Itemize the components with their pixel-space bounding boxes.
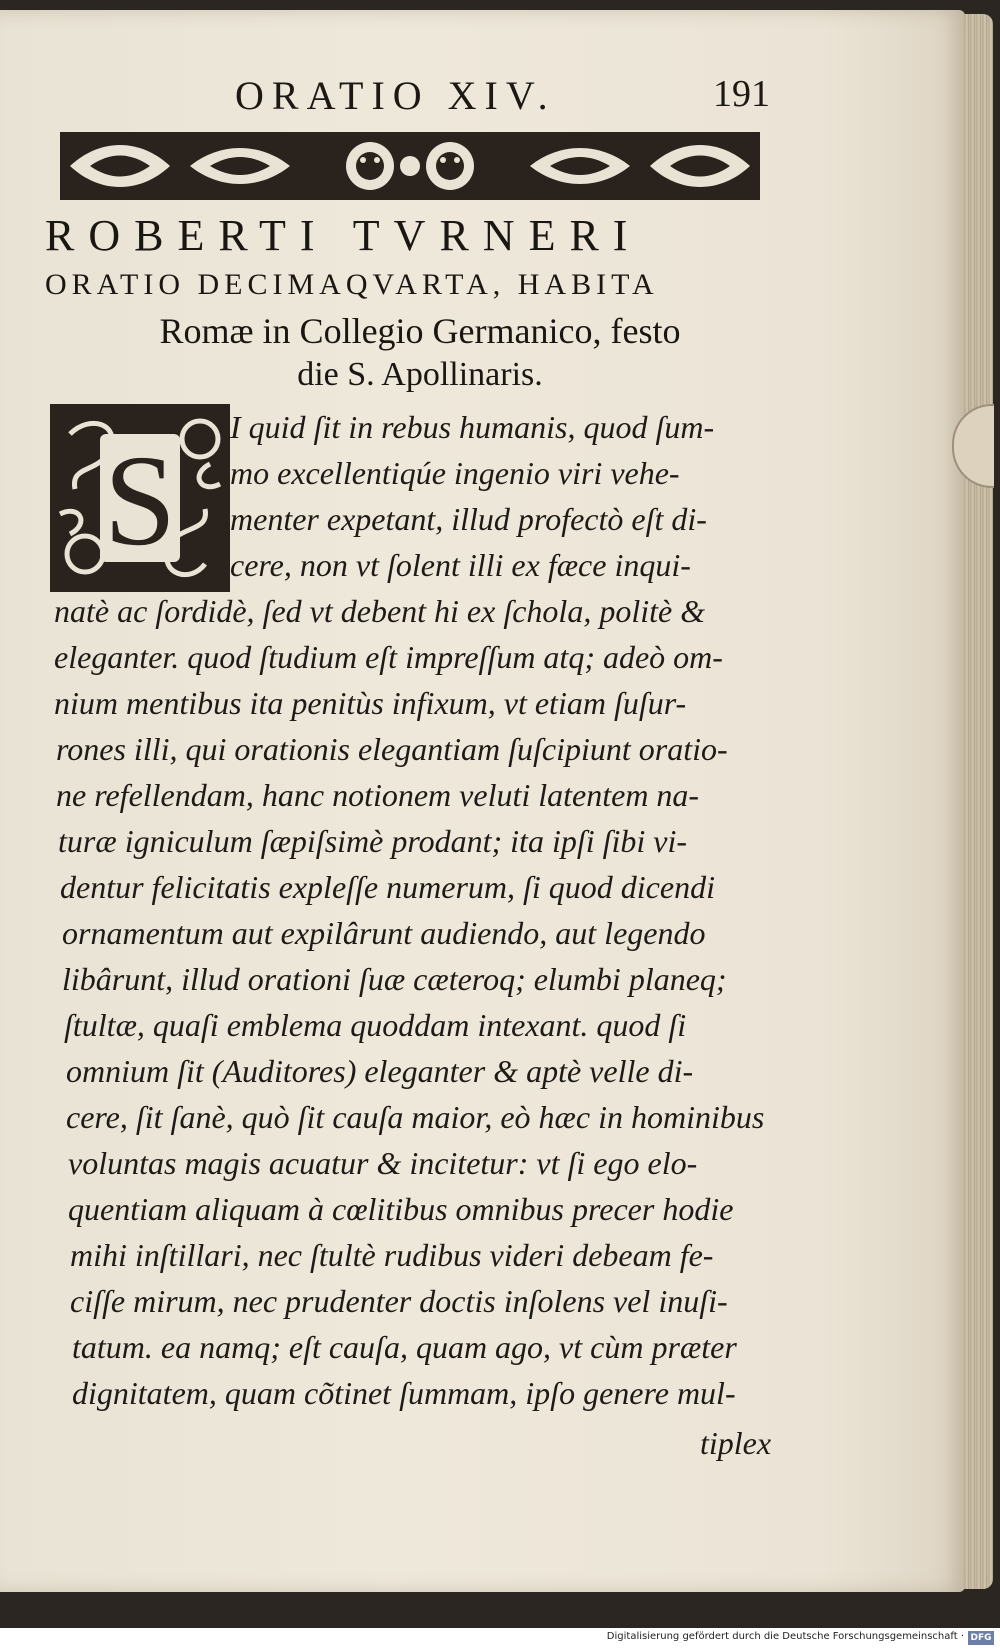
text-line: omnium ſit (Auditores) eleganter & aptè velle di- <box>66 1053 694 1089</box>
text-line: cere, non vt ſolent illi ex fæce inqui- <box>230 547 691 583</box>
text-line: ciſſe mirum, nec prudenter doctis inſolens vel inuſi- <box>70 1283 728 1319</box>
text-line: mo excellentiqúe ingenio viri vehe- <box>230 455 680 491</box>
oration-title: ORATIO DECIMAQVARTA, HABITA <box>45 268 659 301</box>
funding-credit: Digitalisierung gefördert durch die Deutsche Forschungsgemeinschaft · <box>606 1631 964 1642</box>
text-line: quentiam aliquam à cœlitibus omnibus precer hodie <box>68 1191 734 1227</box>
page-number: 191 <box>713 73 770 115</box>
text-line: dentur felicitatis expleſſe numerum, ſi quod dicendi <box>60 869 715 905</box>
decorated-initial <box>50 404 230 592</box>
text-line: menter expetant, illud profectò eſt di- <box>230 501 707 537</box>
ornamental-headpiece <box>60 130 760 202</box>
text-line: natè ac ſordidè, ſed vt debent hi ex ſchola, politè & <box>54 593 706 629</box>
text-line: eleganter. quod ſtudium eſt impreſſum atq; adeò om- <box>54 639 723 675</box>
text-line: dignitatem, quam cõtinet ſummam, ipſo genere mul- <box>72 1375 736 1411</box>
oration-location: Romæ in Collegio Germanico, festo <box>159 311 681 351</box>
initial-letter: S <box>103 429 177 573</box>
page-edge <box>963 14 993 1589</box>
text-line: I quid ſit in rebus humanis, quod ſum- <box>230 409 715 445</box>
text-line: ne refellendam, hanc notionem veluti latentem na- <box>56 777 700 813</box>
catchword: tiplex <box>700 1425 772 1461</box>
author-name: ROBERTI TVRNERI <box>45 211 642 260</box>
text-line: cere, ſit ſanè, quò ſit cauſa maior, eò hæc in hominibus <box>66 1099 765 1135</box>
footer-bar <box>0 1628 1000 1650</box>
text-line: mihi inſtillari, nec ſtultè rudibus videri debeam fe- <box>70 1237 714 1273</box>
text-line: tatum. ea namq; eſt cauſa, quam ago, vt cùm præter <box>72 1329 737 1365</box>
text-line: libârunt, illud orationi ſuæ cæteroq; elumbi planeq; <box>62 961 727 997</box>
text-line: ſtultæ, quaſi emblema quoddam intexant. quod ſi <box>64 1007 687 1043</box>
dfg-logo: DFG <box>968 1631 994 1645</box>
running-head <box>60 72 770 122</box>
running-title: ORATIO XIV. <box>235 73 556 118</box>
text-line: rones illi, qui orationis elegantiam ſuſcipiunt oratio- <box>56 731 728 767</box>
text-line: turæ igniculum ſæpiſsimè prodant; ita ipſi ſibi vi- <box>58 823 688 859</box>
oration-date: die S. Apollinaris. <box>297 356 543 393</box>
text-line: nium mentibus ita penitùs infixum, vt etiam ſuſur- <box>54 685 687 721</box>
text-line: voluntas magis acuatur & incitetur: vt ſi ego elo- <box>68 1145 698 1181</box>
text-line: ornamentum aut expilârunt audiendo, aut legendo <box>62 915 706 951</box>
